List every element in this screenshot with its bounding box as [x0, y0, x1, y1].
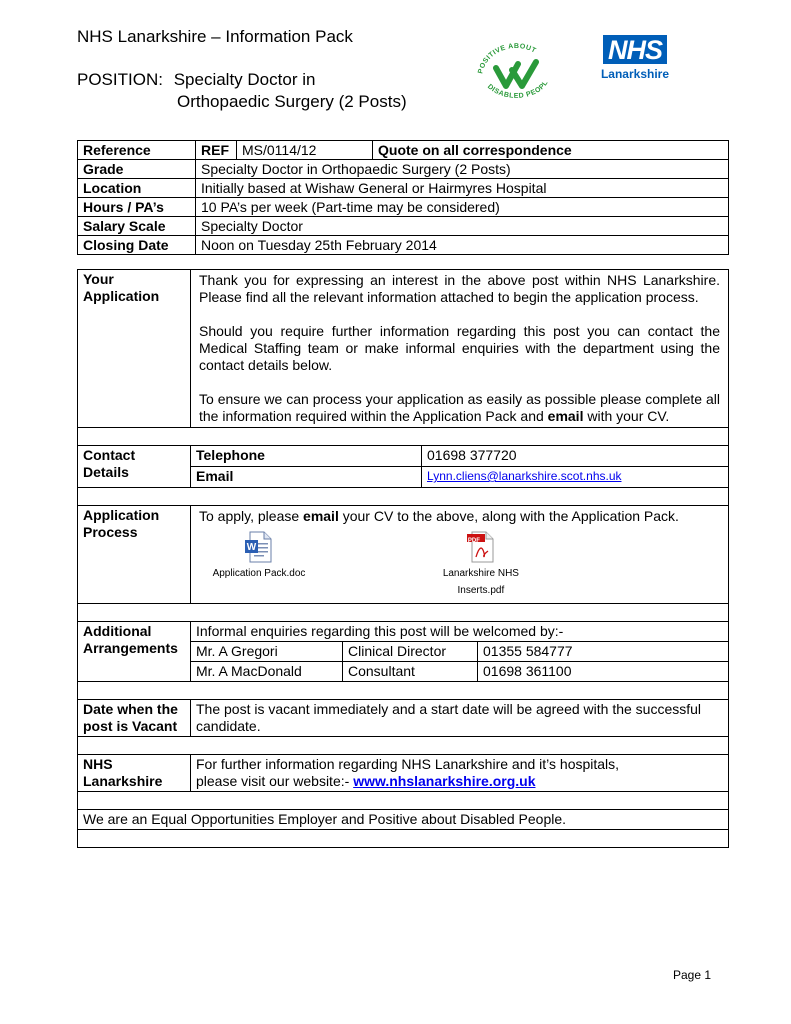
process-text: To apply, please email your CV to the above, along with the Application Pack. [199, 508, 679, 524]
application-label: Your Application [78, 270, 191, 428]
attachments [199, 525, 720, 599]
salary-row [78, 217, 729, 236]
information-table [77, 269, 729, 848]
website-link[interactable]: www.nhslanarkshire.org.uk [353, 773, 536, 789]
reference-label: Reference [78, 141, 196, 160]
application-paragraph-2: Should you require further information regarding this post you can contact the Medical Staffing team or make informal enquiries with the department using the contact details below. [199, 323, 720, 373]
contact-phone: 01355 584777 [478, 642, 729, 662]
attachment-name-line1: Lanarkshire NHS [442, 568, 519, 579]
spacer-row [78, 682, 729, 700]
contact-label: Contact Details [78, 446, 191, 488]
application-paragraph-1: Thank you for expressing an interest in the above post within NHS Lanarkshire. Please find all the relevant information attached to begin the application process. [199, 272, 720, 305]
contact-name: Mr. A Gregori [191, 642, 343, 662]
contact-role: Consultant [343, 662, 478, 682]
position-label: POSITION: [77, 70, 163, 89]
salary-value: Specialty Doctor [196, 217, 729, 236]
nhs-lanarkshire-logo [597, 35, 673, 95]
nhs-info-row [78, 755, 729, 792]
spacer-row [78, 830, 729, 848]
closing-row [78, 236, 729, 255]
quote-note: Quote on all correspondence [378, 142, 572, 158]
attachment-application-pack[interactable] [194, 531, 324, 582]
svg-text:POSITIVE ABOUT: POSITIVE ABOUT [477, 42, 538, 75]
equal-opportunities-row [78, 810, 729, 830]
reference-row [78, 141, 729, 160]
closing-value: Noon on Tuesday 25th February 2014 [196, 236, 729, 255]
hours-value: 10 PA’s per week (Part-time may be considered) [196, 198, 729, 217]
pdf-badge: PDF [467, 538, 480, 544]
position-title-line2: Orthopaedic Surgery (2 Posts) [177, 92, 407, 111]
location-row [78, 179, 729, 198]
application-paragraph-3: To ensure we can process your application as easily as possible please complete all the information required within the Application Pack and email with your CV. [199, 391, 720, 424]
positive-about-disabled-people-logo [470, 42, 562, 104]
spacer-row [78, 488, 729, 506]
contact-phone: 01698 361100 [483, 663, 572, 679]
closing-label: Closing Date [78, 236, 196, 255]
email-link[interactable]: Lynn.cliens@lanarkshire.scot.nhs.uk [427, 469, 622, 483]
grade-row [78, 160, 729, 179]
nhs-region-name: Lanarkshire [600, 67, 670, 81]
arrangements-cell [191, 622, 729, 682]
pdf-document-icon [466, 531, 496, 563]
ref-tag: REF [196, 141, 237, 159]
telephone-label: Telephone [191, 446, 422, 467]
location-label: Location [78, 179, 196, 198]
process-cell [191, 506, 729, 604]
attachment-name: Application Pack.doc [212, 568, 306, 579]
telephone-value: 01698 377720 [422, 446, 729, 467]
table-row [191, 662, 728, 682]
ref-value: MS/0114/12 [237, 141, 373, 159]
contact-name: Mr. A MacDonald [191, 662, 343, 682]
email-label: Email [191, 467, 422, 488]
document-title: NHS Lanarkshire – Information Pack [77, 27, 353, 46]
hours-label: Hours / PA’s [78, 198, 196, 217]
process-row [78, 506, 729, 604]
nhs-info-text: For further information regarding NHS Lanarkshire and it’s hospitals, please visit our website:- www.nhslanarkshire.org.uk [191, 755, 729, 792]
reference-table [77, 140, 729, 255]
vacancy-text: The post is vacant immediately and a start date will be agreed with the successful candidate. [191, 700, 729, 737]
grade-label: Grade [78, 160, 196, 179]
arrangements-label: Additional Arrangements [78, 622, 191, 682]
spacer-row [78, 428, 729, 446]
word-document-icon [244, 531, 274, 563]
svg-text:W: W [246, 542, 257, 553]
page-number: Page 1 [673, 968, 712, 982]
email-cell [422, 467, 729, 488]
spacer-row [78, 792, 729, 810]
arrangements-intro: Informal enquiries regarding this post will be welcomed by:- [191, 622, 728, 642]
equal-opportunities-statement: We are an Equal Opportunities Employer and Positive about Disabled People. [78, 810, 729, 830]
vacancy-label: Date when the post is Vacant [78, 700, 191, 737]
contact-cell [191, 446, 729, 488]
salary-label: Salary Scale [78, 217, 196, 236]
table-row [191, 642, 728, 662]
application-row [78, 270, 729, 428]
vacancy-row [78, 700, 729, 737]
svg-text:DISABLED PEOPLE: DISABLED PEOPL [485, 79, 550, 100]
attachment-inserts-pdf[interactable] [416, 531, 546, 599]
nhs-mark: NHS [603, 35, 667, 64]
attachment-name-line2: Inserts.pdf [457, 585, 505, 596]
position-title-line1: Specialty Doctor in [173, 70, 316, 89]
reference-inner [196, 141, 728, 159]
contact-row [78, 446, 729, 488]
grade-value: Specialty Doctor in Orthopaedic Surgery (2 Posts) [196, 160, 729, 179]
location-value: Initially based at Wishaw General or Hairmyres Hospital [196, 179, 729, 198]
hours-row [78, 198, 729, 217]
reference-cell [196, 141, 729, 160]
position-heading [77, 69, 407, 113]
process-label: Application Process [78, 506, 191, 604]
nhs-info-label: NHS Lanarkshire [78, 755, 191, 792]
spacer-row [78, 737, 729, 755]
arrangements-row [78, 622, 729, 682]
spacer-row [78, 604, 729, 622]
application-text [191, 270, 729, 428]
contact-role: Clinical Director [343, 642, 478, 662]
